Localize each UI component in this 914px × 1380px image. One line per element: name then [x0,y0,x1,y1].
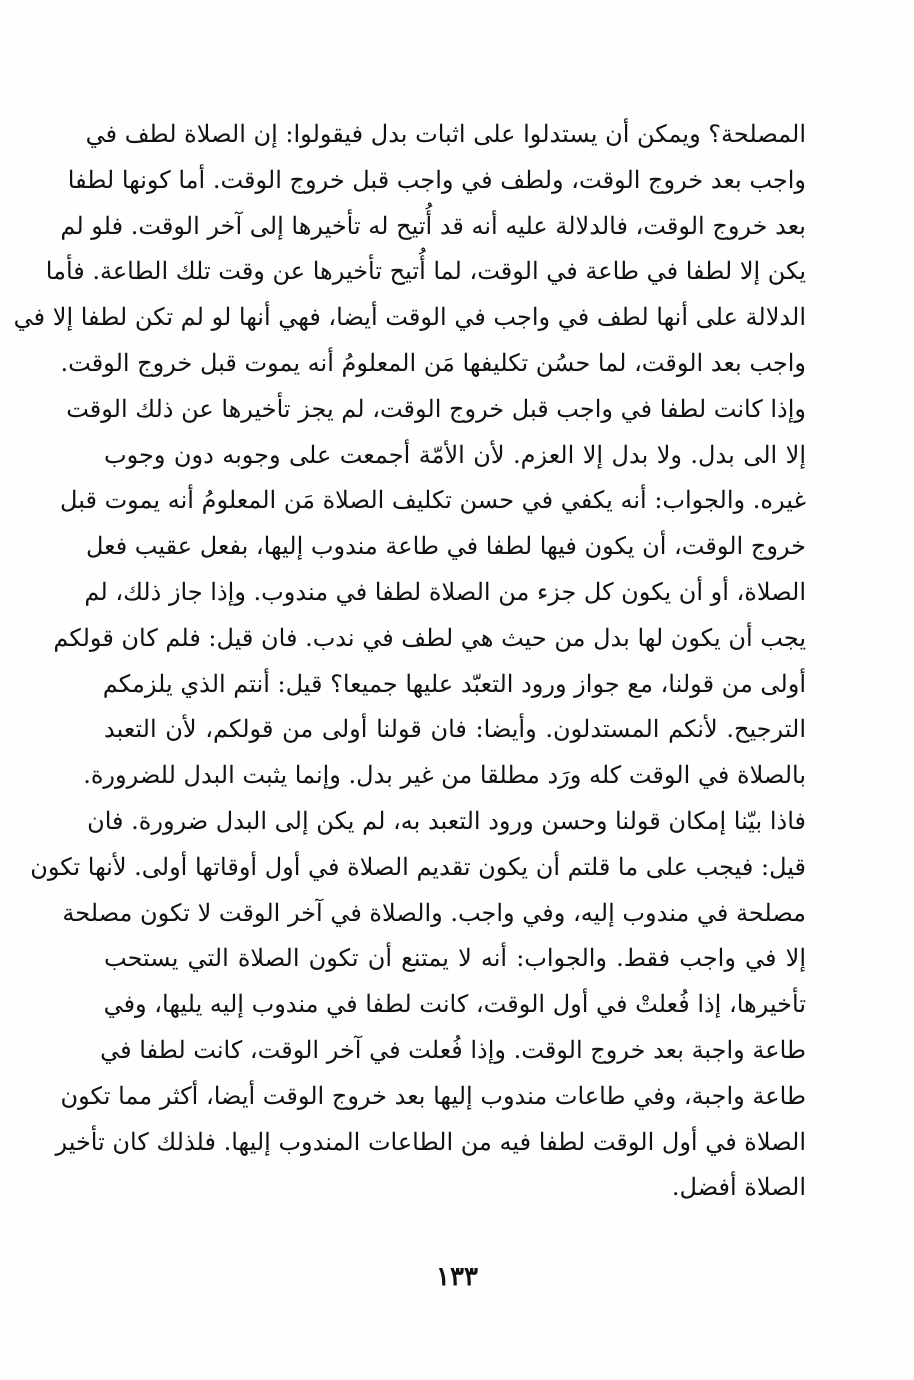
text-line: الدلالة على أنها لطف في واجب في الوقت أيضا، فهي أنها لو لم تكن لطفا إلا في [13,303,806,332]
text-line: غيره. والجواب: أنه يكفي في حسن تكليف الصلاة مَن المعلومُ أنه يموت قبل [60,486,806,515]
text-line: الصلاة أفضل. [671,1173,806,1202]
body-text [13,112,806,1211]
text-line: واجب بعد خروج الوقت، ولطف في واجب قبل خروج الوقت. أما كونها لطفا [67,165,806,194]
text-line: إلا في واجب فقط. والجواب: أنه لا يمتنع أن تكون الصلاة التي يستحب [104,944,806,973]
text-line: فاذا بيّنا إمكان قولنا وحسن ورود التعبد به، لم يكن إلى البدل ضرورة. فان [87,806,806,835]
text-line: يكن إلا لطفا في طاعة في الوقت، لما أُتيح تأخيرها عن وقت تلك الطاعة. فأما [45,257,806,286]
text-line: المصلحة؟ ويمكن أن يستدلوا على اثبات بدل فيقولوا: إن الصلاة لطف في [85,120,806,148]
text-line: أولى من قولنا، مع جواز ورود التعبّد عليها جميعا؟ قيل: أنتم الذي يلزمكم [102,669,806,698]
text-line: قيل: فيجب على ما قلتم أن يكون تقديم الصلاة في أول أوقاتها أولى. لأنها تكون [30,852,806,881]
text-line: الصلاة في أول الوقت لطفا فيه من الطاعات المندوب إليها. فلذلك كان تأخير [55,1127,806,1156]
text-line: الصلاة، أو أن يكون كل جزء من الصلاة لطفا في مندوب. وإذا جاز ذلك، لم [84,577,806,606]
text-line: طاعة واجبة بعد خروج الوقت. وإذا فُعلت في آخر الوقت، كانت لطفا في [100,1035,806,1064]
text-line: مصلحة في مندوب إليه، وفي واجب. والصلاة في آخر الوقت لا تكون مصلحة [62,898,806,927]
text-line: إلا الى بدل. ولا بدل إلا العزم. لأن الأمّة أجمعت على وجوبه دون وجوب [104,440,806,469]
text-line: طاعة واجبة، وفي طاعات مندوب إليها بعد خروج الوقت أيضا، أكثر مما تكون [60,1081,806,1110]
text-line: تأخيرها، إذا فُعلتْ في أول الوقت، كانت لطفا في مندوب إليه يليها، وفي [103,990,806,1019]
page-number: ١٣٣ [436,1262,478,1292]
text-line: واجب بعد الوقت، لما حسُن تكليفها مَن المعلومُ أنه يموت قبل خروج الوقت. [60,348,806,377]
text-line: خروج الوقت، أن يكون فيها لطفا في طاعة مندوب إليها، بفعل عقيب فعل [85,532,806,561]
text-line: وإذا كانت لطفا في واجب قبل خروج الوقت، لم يجز تأخيرها عن ذلك الوقت [66,394,806,423]
text-line: يجب أن يكون لها بدل من حيث هي لطف في ندب. فان قيل: فلم كان قولكم [53,623,806,652]
text-line: بعد خروج الوقت، فالدلالة عليه أنه قد أُتيح له تأخيرها إلى آخر الوقت. فلو لم [60,211,806,240]
text-line: بالصلاة في الوقت كله ورَد مطلقا من غير بدل. وإنما يثبت البدل للضرورة. [83,761,806,790]
text-line: الترجيح. لأنكم المستدلون. وأيضا: فان قولنا أولى من قولكم، لأن التعبد [104,715,806,744]
